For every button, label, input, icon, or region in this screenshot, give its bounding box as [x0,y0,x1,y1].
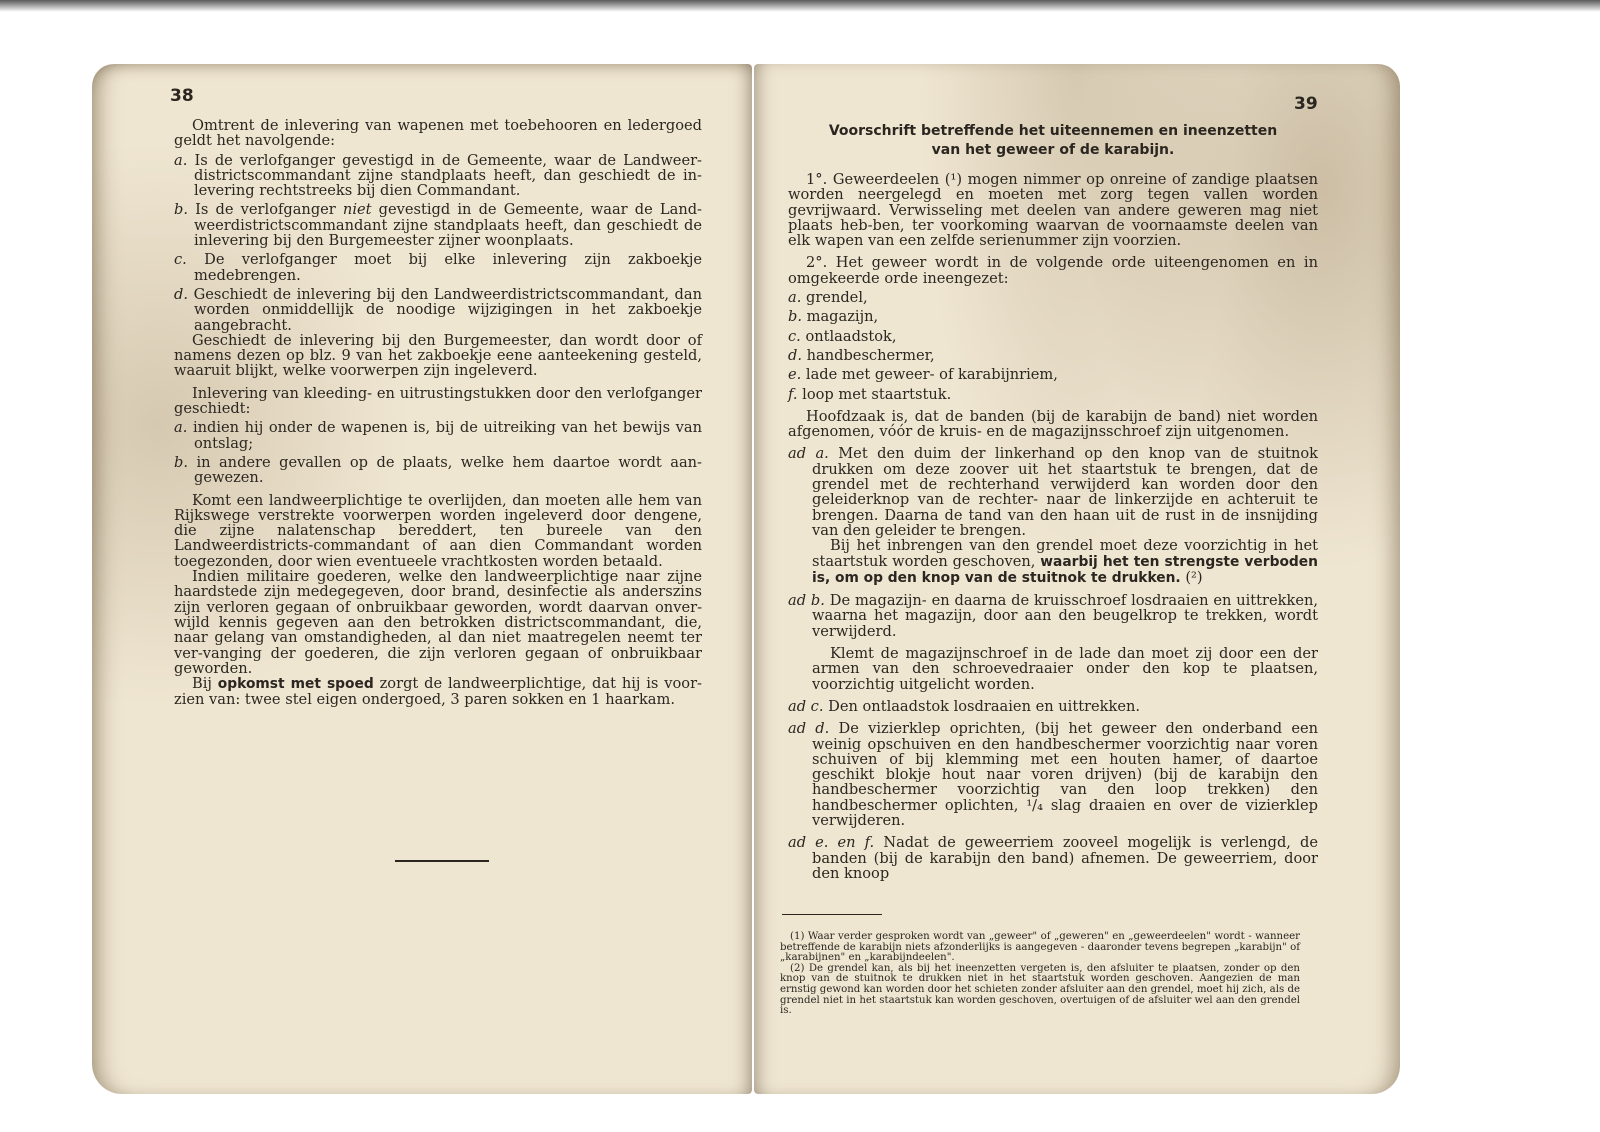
kleding-item-b-label: b. [174,453,188,471]
opkomst-pre: Bij [192,675,218,693]
right-page [754,64,1400,1094]
overlijden-paragraph: Komt een landweerplichtige te overlijden, dan moeten alle hem van Rijkswege verstrekte voorwerpen worden ingeleverd door dengene, die zijne nalatenschap bereddert, ten bureele van den Landweerdistricts-commandant of aan dien Commandant worden toegezonden, door wien eventueele vrachtkosten worden betaald. [174,491,702,570]
part-e [788,367,1318,382]
ad-a-cont-bold: waarbij het ten strengste verboden is, om op den knop van de stuitnok te drukken. [812,553,1318,586]
rule-a-label: a. [174,151,188,169]
ad-a-label: ad a. [788,445,829,463]
part-e-label: e. [788,366,802,384]
rule-b-emphasis: niet [342,201,372,219]
left-page [92,64,752,1094]
kleding-item-a-label: a. [174,419,188,437]
hoofdzaak-paragraph: Hoofdzaak is, dat de banden (bij de karabijn de band) niet worden afgenomen, vóór de kruis- en de magazijnsschroef zijn uitgenomen. [788,407,1318,441]
ad-b-text: De magazijn- en daarna de kruisschroef losdraaien en uittrekken, waarna het magazijn, door aan den beugelkrop te trekken, wordt verwijderd. [812,592,1318,640]
part-f-label: f. [788,385,798,403]
page-number-left: 38 [170,86,194,106]
part-f-text: loop met staartstuk. [802,385,952,403]
part-c [788,329,1318,344]
ad-d-text: De vizierklep oprichten, (bij het geweer den onderband een weinig opschuiven en den handbeschermer voorzichtig naar voren schuiven of bij klemming met een houten hamer, of daartoe geschikt blokje hout naar voren drijven) (bij de karabijn den handbeschermer voorzichtig van den loop trekken) den handbeschermer oplichten, ¹/₄ slag draaien en over de vizierklep verwijderen. [812,720,1318,829]
opkomst-paragraph [174,676,702,708]
kleding-item-b [174,455,702,486]
ad-a [788,446,1318,538]
part-c-text: ontlaadstok, [805,327,897,345]
ad-b [788,593,1318,639]
intro-paragraph: Omtrent de inlevering van wapenen met toebehooren en ledergoed geldt het navolgende: [174,117,702,150]
kleding-item-a [174,420,702,451]
kleding-item-b-text: in andere gevallen op de plaats, welke hem daartoe wordt aan-gewezen. [194,453,702,487]
ad-a-cont-post: (²) [1180,568,1203,586]
rule-a-text: Is de verlofganger gevestigd in de Gemeente, waar de Landweer-districtscommandant zijne standplaats heeft, dan geschiedt de in-levering rechtstreeks bij dien Commandant. [194,151,702,200]
goederen-paragraph: Indien militaire goederen, welke den landweerplichtige naar zijne haardstede zijn medegegeven, door brand, desinfectie als anderszins zijn verloren gegaan of onbruikbaar geworden, wordt daarvan onver-wijld kennis gegeven aan den betrokken districtscommandant, die, naar gelang van omstandigheden, al dan niet maatregelen neemt ter ver-vanging der goederen, die zijn verloren gegaan of onbruikbaar geworden. [174,568,702,677]
ad-c-text: Den ontlaadstok losdraaien en uittrekken. [828,697,1141,715]
footnote-2: (2) De grendel kan, als bij het ineenzetten vergeten is, den afsluiter te plaatsen, zonder op den knop van de stuitnok te drukken niet in het staartstuk worden geschoven. Aangezien de man ernstig gewond kan worden door het schieten zonder afsluiter aan den grendel, moet hij zich, als de grendel niet in het staartstuk kan worden geschoven, overtuigen of de afsluiter wel aan den grendel is. [780,962,1300,1017]
kleding-intro: Inlevering van kleeding- en uitrustingstukken door den verlofganger geschiedt: [174,384,702,418]
rule-b-text-pre: Is de verlofganger [195,201,343,219]
ad-a-text: Met den duim der linkerhand op den knop van de stuitnok drukken om deze zoover uit het staartstuk te brengen, dat de grendel met de rechterhand verwijderd kan worden door den geleiderknop van de rechter- naar de linkerzijde en achteruit te brengen. Daarna de tand van den haan uit de rust in de insnijding van den geleider te brengen. [812,445,1318,539]
paragraph-2: 2°. Het geweer wordt in de volgende orde uiteengenomen en in omgekeerde orde ineengezet: [788,254,1318,287]
ad-b-continuation: Klemt de magazijnschroef in de lade dan moet zij door een der armen van den schroevedraaier onder den kop te plaatsen, voorzichtig uitgelicht worden. [812,645,1318,693]
left-page-text [174,118,702,708]
ad-c [788,699,1318,714]
rule-d [174,287,702,333]
part-d-label: d. [788,346,802,364]
ad-d-label: ad d. [788,720,830,738]
part-b-text: magazijn, [806,308,879,326]
rule-d-text: Geschiedt de inlevering bij den Landweerdistrictscommandant, dan worden onmiddellijk de noodige wijzigingen in het zakboekje aangebracht. [193,285,703,334]
opkomst-bold: opkomst met spoed [217,676,374,693]
part-b-label: b. [788,308,802,326]
part-d-text: handbeschermer, [806,346,935,364]
rule-b [174,202,702,248]
ad-e-f [788,835,1318,881]
part-a-label: a. [788,289,802,307]
footnotes [780,932,1300,1017]
right-page-text [788,122,1318,881]
ad-ef-text: Nadat de geweerriem zooveel mogelijk is verlengd, de banden (bij de karabijn den band) afnemen. De geweerriem, door den knoop [812,834,1319,882]
section-end-rule [395,860,489,862]
part-f [788,387,1318,402]
ad-a-cont-pre: Bij het inbrengen van den grendel moet deze voorzichtig in het staartstuk worden geschoven, [812,537,1318,570]
part-c-label: c. [788,327,801,345]
rule-b-label: b. [174,201,188,219]
rule-c-label: c. [174,251,187,269]
rule-b-text-post: gevestigd in de Gemeente, waar de Land-weerdistrictscommandant zijne standplaats heeft, dan geschiedt de inlevering bij den Burgemeester zijner woonplaats. [194,201,702,250]
heading-line-2: van het geweer of de karabijn. [931,142,1175,158]
kleding-item-a-text: indien hij onder de wapenen is, bij de uitreiking van het bewijs van ontslag; [192,419,702,452]
ad-c-label: ad c. [788,697,824,715]
part-a [788,290,1318,305]
ad-a-continuation [788,538,1318,586]
ad-d [788,721,1318,828]
part-b [788,309,1318,324]
part-e-text: lade met geweer- of karabijnriem, [805,366,1058,384]
scan-top-edge [0,0,1600,12]
rule-d-label: d. [174,285,188,303]
paragraph-1: 1°. Geweerdeelen (¹) mogen nimmer op onreine of zandige plaatsen worden neergelegd en moeten met zorg tegen vallen worden gevrijwaard. Verwisseling met deelen van andere geweren mag niet plaats heb-ben, ter voorkoming waarvan de voornaamste deelen van elk wapen van een zelfde serienummer zijn voorzien. [788,171,1318,250]
part-d [788,348,1318,363]
burgemeester-paragraph: Geschiedt de inlevering bij den Burgemeester, dan wordt door of namens dezen op blz. 9 van het zakboekje eene aanteekening gesteld, waaruit blijkt, welke voorwerpen zijn ingeleverd. [174,331,702,380]
rule-a [174,153,702,199]
opkomst-post: zorgt de landweerplichtige, dat hij is voor-zien van: twee stel eigen ondergoed, 3 paren sokken en 1 haarkam. [174,675,702,709]
footnote-1: (1) Waar verder gesproken wordt van „geweer" of „geweren" en „geweerdeelen" wordt - wanneer betreffende de karabijn niets afzonderlijks is aangegeven - daaronder tevens begrepen „karabijn" of „karabijnen" en „karabijndeelen". [780,931,1300,964]
part-a-text: grendel, [805,289,868,307]
rule-c-text: De verlofganger moet bij elke inlevering zijn zakboekje medebrengen. [194,251,703,284]
rule-c [174,252,702,283]
heading-line-1: Voorschrift betreffende het uiteennemen en ineenzetten [828,123,1278,139]
page-number-right: 39 [1294,94,1318,114]
footnote-rule [782,914,882,915]
ad-ef-label: ad e. en f. [788,834,875,852]
open-booklet [92,64,1402,1094]
ad-b-label: ad b. [788,592,825,610]
